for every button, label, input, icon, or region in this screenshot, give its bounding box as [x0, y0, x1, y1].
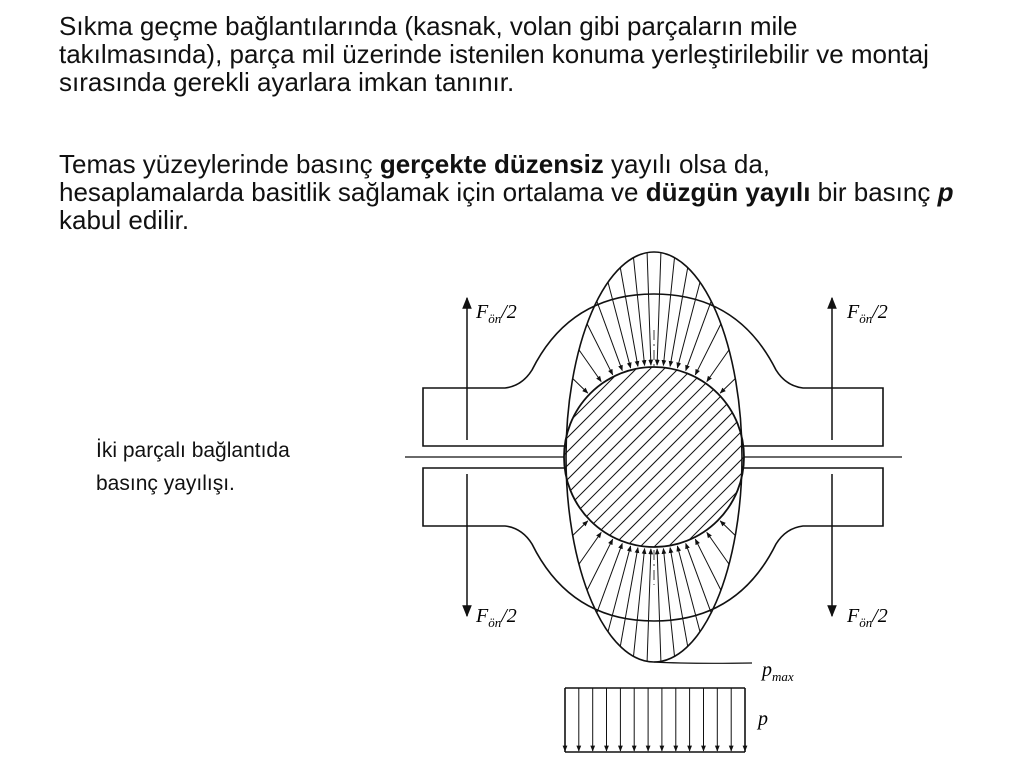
- pressure-arrow: [657, 253, 661, 366]
- pressure-arrow: [597, 543, 623, 613]
- pmax-leader-line: [654, 662, 752, 663]
- pressure-arrow: [579, 350, 601, 382]
- pressure-arrow: [707, 350, 729, 382]
- pressure-arrow: [670, 548, 688, 647]
- pressure-bold-irregular: gerçekte düzensiz: [379, 149, 604, 179]
- pressure-arrow: [620, 268, 638, 367]
- pressure-arrow: [720, 379, 735, 394]
- pressure-text-3: bir basınç: [810, 177, 938, 207]
- pressure-text-1: Temas yüzeylerinde basınç: [59, 149, 380, 179]
- caption-line-2: basınç yayılışı.: [96, 472, 235, 495]
- pressure-text-4: kabul edilir.: [59, 205, 190, 235]
- force-label-bottom-right: $F_{ön}/2$: [847, 605, 888, 630]
- caption-line-1: İki parçalı bağlantıda: [96, 439, 290, 462]
- pressure-arrow: [620, 548, 638, 647]
- pressure-arrow: [597, 301, 623, 371]
- force-label-top-right: $F_{ön}/2$: [847, 301, 888, 326]
- pressure-arrow: [657, 549, 661, 662]
- force-label-bottom-left: $F_{ön}/2$: [476, 605, 517, 630]
- pressure-text-2: yayılı olsa da, hesaplamalarda basitlik sağlamak için ortalama ve: [59, 149, 771, 207]
- pressure-bold-uniform: düzgün yayılı: [645, 177, 811, 207]
- pressure-arrow: [647, 253, 651, 366]
- pressure-arrow: [573, 521, 588, 536]
- pressure-arrow: [573, 379, 588, 394]
- pmax-label: $p_{max}$: [762, 659, 794, 684]
- pressure-arrow: [707, 532, 729, 564]
- pressure-bold-p: p: [937, 177, 954, 207]
- uniform-pressure-block: [565, 688, 745, 752]
- pressure-arrow: [686, 543, 712, 613]
- shaft-section: [564, 367, 744, 547]
- pressure-arrow: [647, 549, 651, 662]
- pressure-arrow: [579, 532, 601, 564]
- intro-paragraph: Sıkma geçme bağlantılarında (kasnak, volan gibi parçaların mile takılmasında), parça mil üzerinde istenilen konuma yerleştirilebilir ve montaj sırasında gerekli ayarlara imkan tanınır.: [59, 11, 929, 97]
- pressure-arrow: [720, 521, 735, 536]
- force-label-top-left: $F_{ön}/2$: [476, 301, 517, 326]
- pressure-arrow: [686, 301, 712, 371]
- pressure-arrow: [608, 282, 631, 368]
- pressure-arrow: [670, 268, 688, 367]
- pressure-arrow: [677, 282, 700, 368]
- uniform-pressure-label: p: [758, 708, 768, 730]
